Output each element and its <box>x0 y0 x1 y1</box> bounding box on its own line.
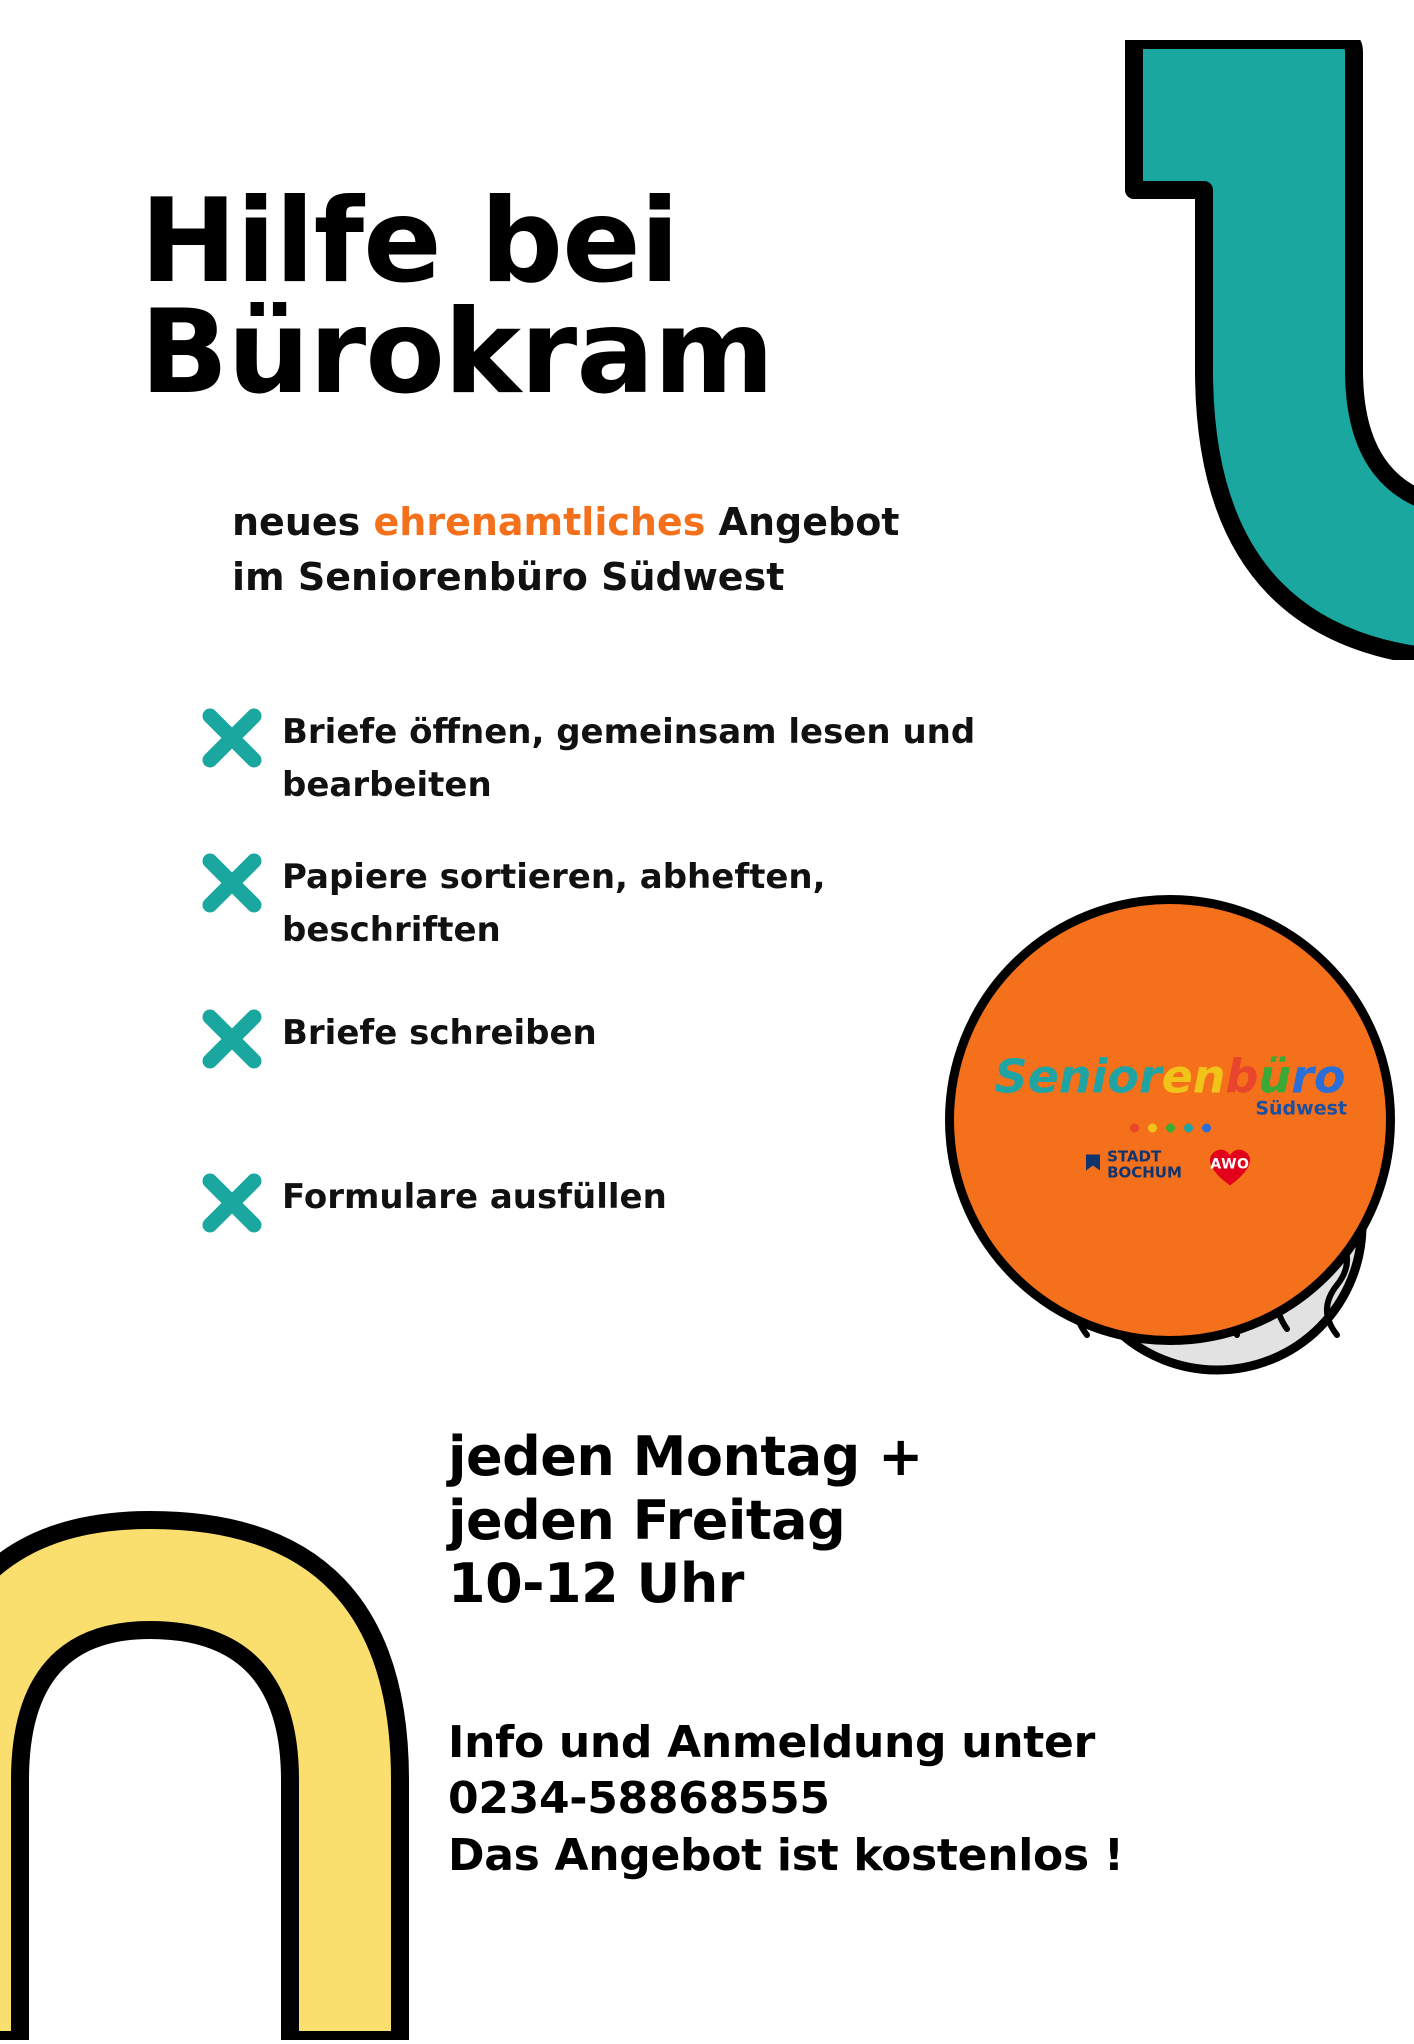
x-mark-icon <box>196 847 268 919</box>
logo-word-part2: en <box>1161 1049 1226 1104</box>
list-item <box>196 845 1026 956</box>
subhead-line-2: im Seniorenbüro Südwest <box>232 555 785 600</box>
logo-word-part1: Senior <box>994 1049 1162 1104</box>
awo-logo <box>1204 1145 1256 1187</box>
services-list <box>196 700 1026 1283</box>
awo-label: AWO <box>1210 1156 1250 1173</box>
list-item-label: Briefe schreiben <box>282 1012 597 1053</box>
list-item <box>196 700 1026 811</box>
stadt-bochum-logo <box>1084 1147 1182 1182</box>
logo-wordmark <box>985 1049 1355 1104</box>
contact-line-3: Das Angebot ist kostenlos ! <box>448 1829 1124 1881</box>
logo-dots-decoration <box>985 1124 1355 1133</box>
contact-block <box>448 1715 1124 1884</box>
logo-partners <box>985 1145 1355 1187</box>
schedule-line-3: 10-12 Uhr <box>448 1552 744 1616</box>
logo-subtitle: Südwest <box>1255 1097 1347 1120</box>
subhead-post: Angebot <box>705 500 900 544</box>
logo-word-part3: b <box>1225 1049 1259 1104</box>
list-item-label: Briefe öffnen, gemeinsam lesen und bearbeiten <box>282 712 976 805</box>
list-item <box>196 1001 1026 1075</box>
contact-line-1: Info und Anmeldung unter <box>448 1717 1095 1768</box>
headline-line-2: Bürokram <box>140 285 774 421</box>
schedule-block <box>448 1425 923 1616</box>
subheadline <box>232 495 1012 605</box>
stadt-label: STADT <box>1107 1147 1162 1166</box>
list-item-label: Papiere sortieren, abheften, beschriften <box>282 857 826 951</box>
subhead-highlight: ehrenamtliches <box>373 500 706 544</box>
logo-word-part5: ro <box>1291 1049 1346 1104</box>
book-icon <box>1084 1154 1102 1178</box>
schedule-line-2: jeden Freitag <box>448 1488 846 1552</box>
contact-phone: 0234-58868555 <box>448 1773 830 1825</box>
logo-content <box>985 1049 1355 1187</box>
bochum-label: BOCHUM <box>1107 1163 1182 1182</box>
subhead-pre: neues <box>232 500 374 544</box>
page-title <box>140 173 1140 421</box>
headline-line-1: Hilfe bei <box>140 173 679 309</box>
list-item-label: Formulare ausfüllen <box>282 1176 667 1217</box>
x-mark-icon <box>196 1003 268 1075</box>
schedule-line-1: jeden Montag + <box>448 1425 923 1488</box>
yellow-hook-decoration <box>0 1480 430 2040</box>
x-mark-icon <box>196 702 268 774</box>
logo-word-part4: ü <box>1258 1049 1292 1104</box>
list-item <box>196 1165 1026 1239</box>
x-mark-icon <box>196 1167 268 1239</box>
